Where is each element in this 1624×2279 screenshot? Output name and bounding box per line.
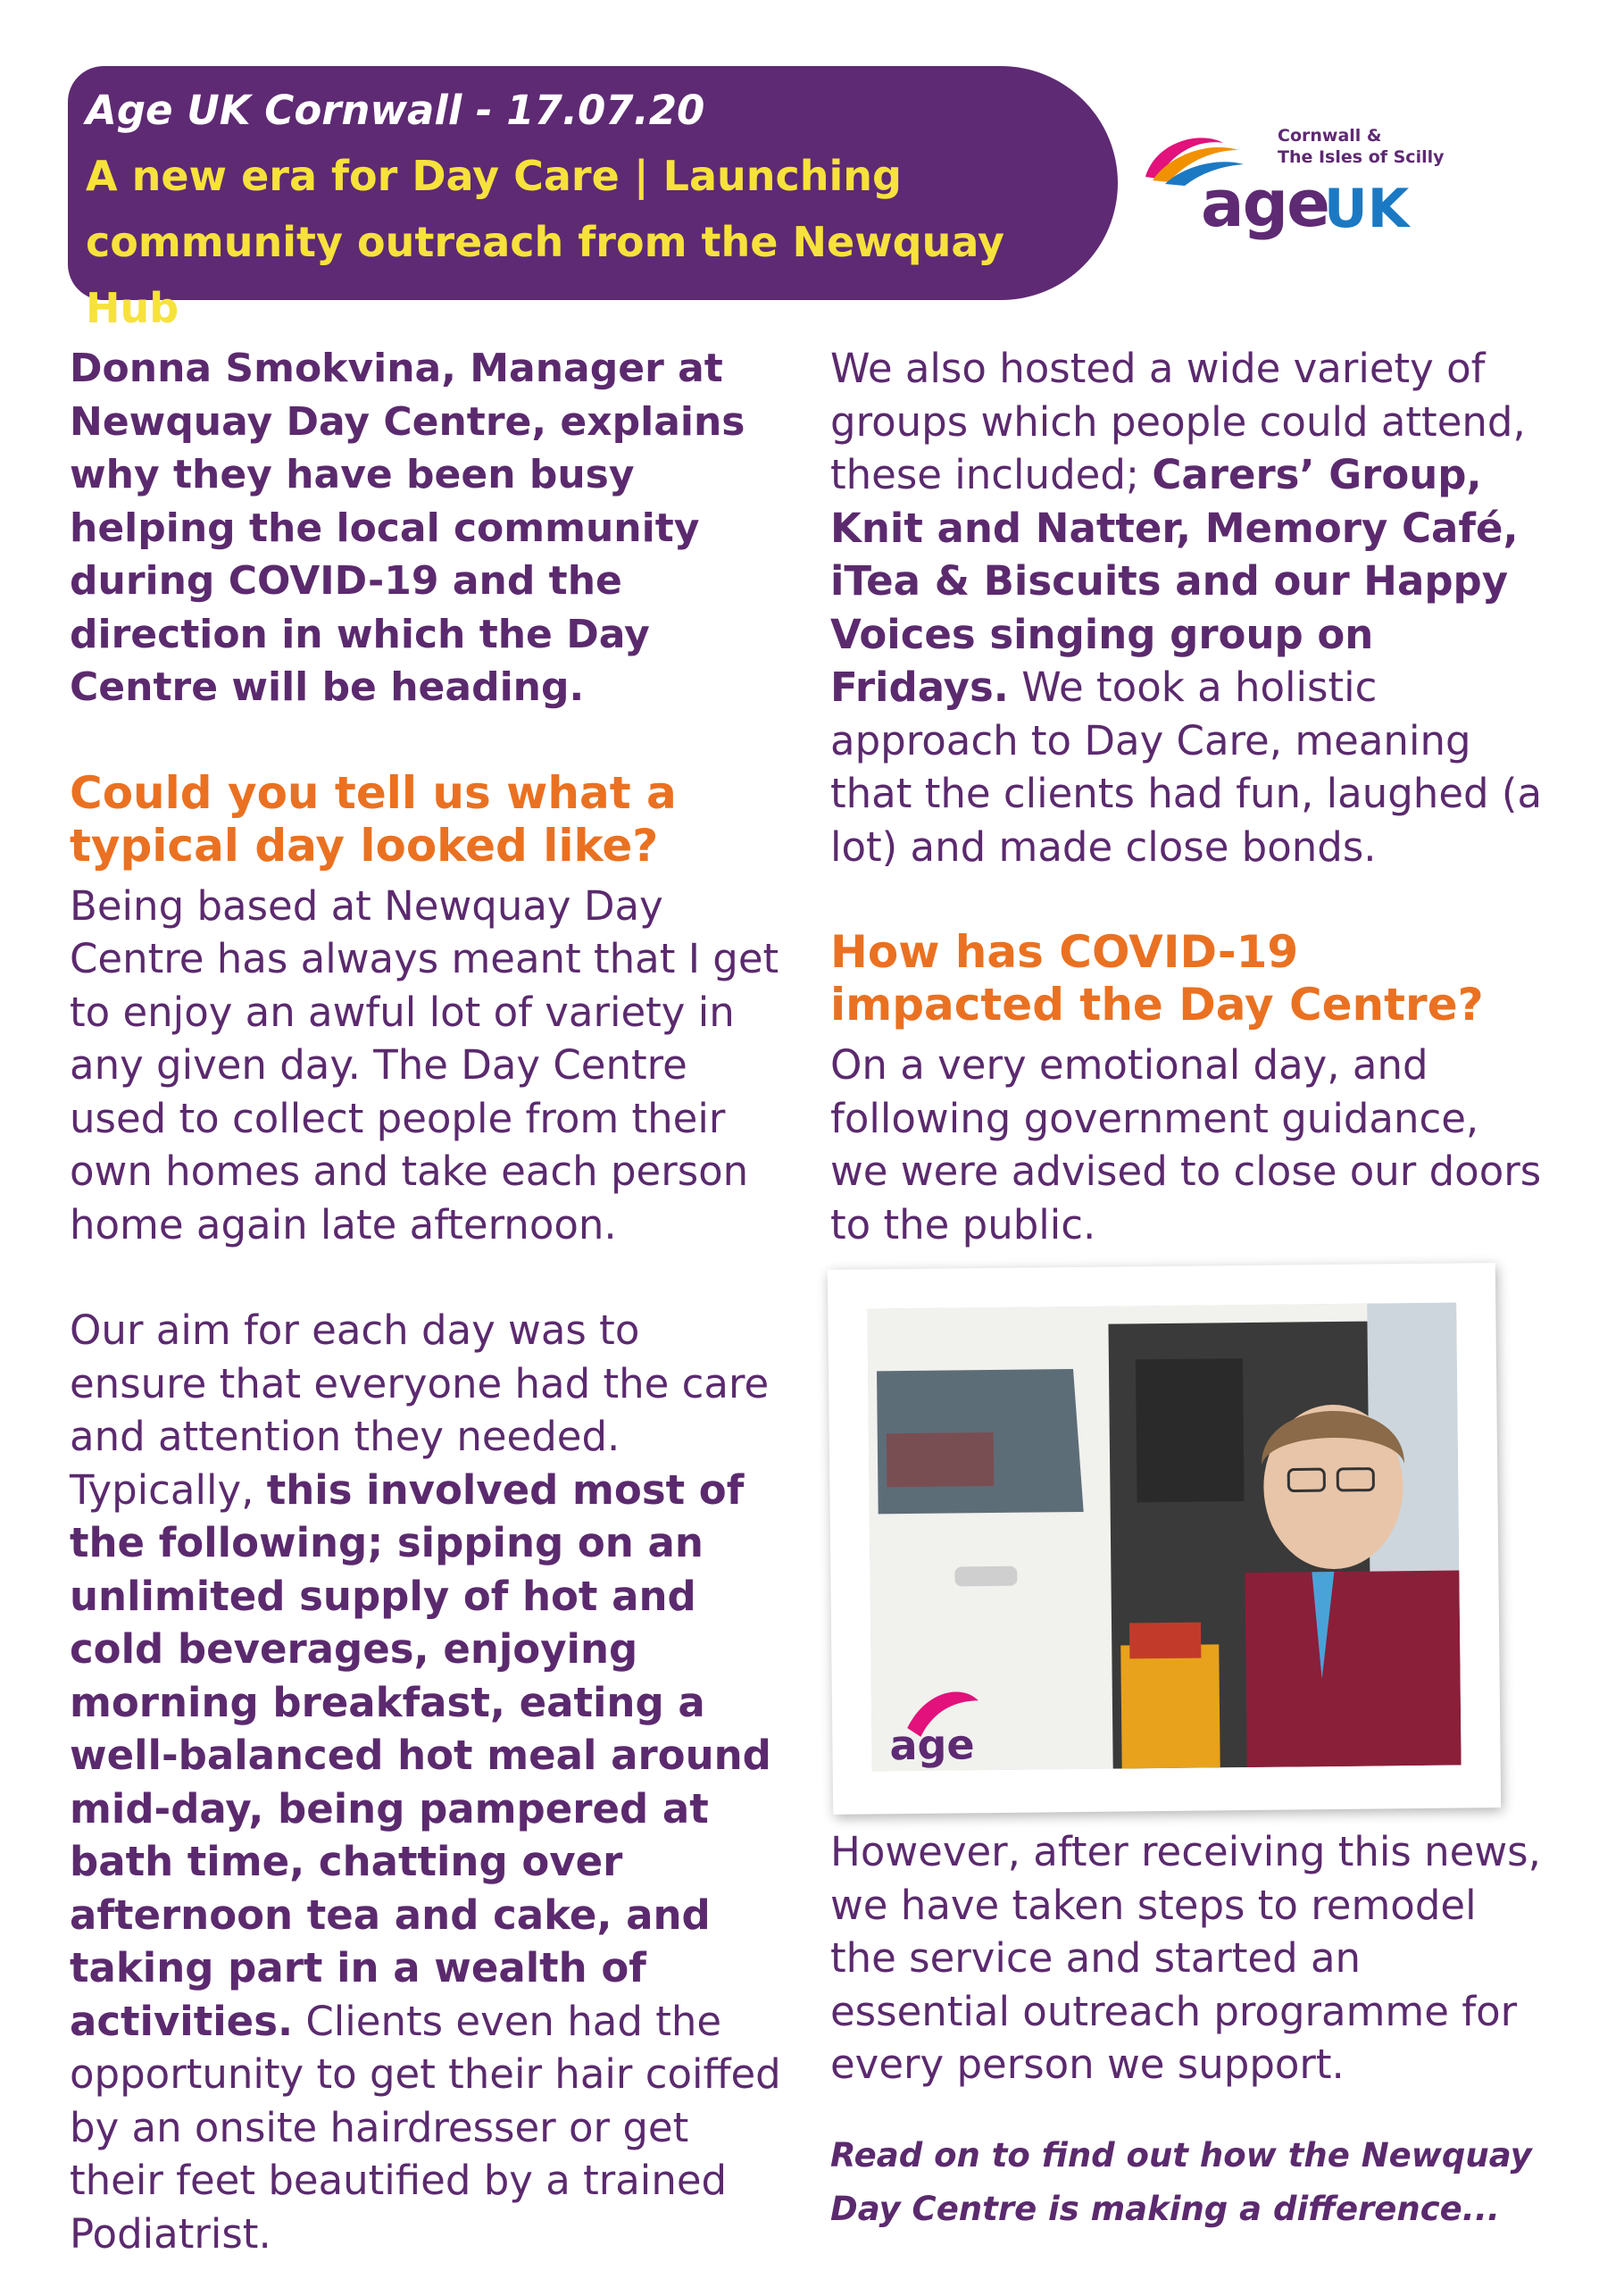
header-banner <box>68 66 1118 332</box>
van-logo-text: age <box>889 1720 975 1770</box>
logo-uk-text: UK <box>1324 178 1410 240</box>
closure-paragraph: On a very emotional day, and following government guidance, we were advised to close our doors to the public. <box>830 1041 1542 1248</box>
left-column <box>70 342 784 2260</box>
heading-covid-impact: How has COVID-19 impacted the Day Centre? <box>830 926 1484 1031</box>
activities-bold-text: this involved most of the following; sipping on an unlimited supply of hot and cold beverages, enjoying morning breakfast, eating a well-balanced hot meal around mid-day, being pampered at bath time, chatting over afternoon tea and cake, and taking part in a wealth of activities. <box>70 1465 771 2045</box>
read-on-text: Read on to find out how the Newquay Day Centre is making a difference... <box>830 2135 1532 2228</box>
logo-age-text: age <box>1201 166 1328 241</box>
daily-aim-paragraph: Our aim for each day was to ensure that everyone had the care and attention they needed. Typically, this involved most of the following; sipping on an unlimited supply of hot and cold beverages, enjoying morning breakfast, eating a well-balanced hot meal around mid-day, being pampered at bath time, chatting over afternoon tea and cake, and taking part in a wealth of activities. Clients even had the opportunity to get their hair coiffed by an onsite hairdresser or get their feet beautified by a trained Podiatrist. <box>70 1306 781 2258</box>
banner-title: A new era for Day Care | Launching community outreach from the Newquay Hub <box>86 152 1004 332</box>
intro-paragraph: Donna Smokvina, Manager at Newquay Day Centre, explains why they have been busy helping the local community during COVID-19 and the direction in which the Day Centre will be heading. <box>70 346 745 710</box>
right-column <box>830 342 1545 1251</box>
groups-bold-text: Carers’ Group, Knit and Natter, Memory Café, iTea & Biscuits and our Happy Voices singing group on Fridays. <box>830 451 1519 711</box>
banner-date: Age UK Cornwall - 17.07.20 <box>86 87 705 134</box>
logo-region: Cornwall & The Isles of Scilly <box>1278 126 1445 167</box>
typical-day-paragraph: Being based at Newquay Day Centre has always meant that I get to enjoy an awful lot of variety in any given day. The Day Centre used to collect people from their own homes and take each person home again late afternoon. <box>70 881 779 1248</box>
photo-frame <box>828 1263 1501 1815</box>
outreach-paragraph: However, after receiving this news, we have taken steps to remodel the service and started an essential outreach programme for every person we support. <box>830 1828 1541 2088</box>
staff-van-photo <box>867 1303 1461 1772</box>
age-uk-logo <box>1138 123 1451 239</box>
groups-paragraph: We also hosted a wide variety of groups which people could attend, these included; Carers’ Group, Knit and Natter, Memory Café, iTea & Biscuits and our Happy Voices singing group on Fridays. We took a holistic approach to Day Care, meaning that the clients had fun, laughed (a lot) and made close bonds. <box>830 345 1543 871</box>
right-column-lower <box>830 1825 1545 2236</box>
heading-typical-day: Could you tell us what a typical day looked like? <box>70 766 677 872</box>
